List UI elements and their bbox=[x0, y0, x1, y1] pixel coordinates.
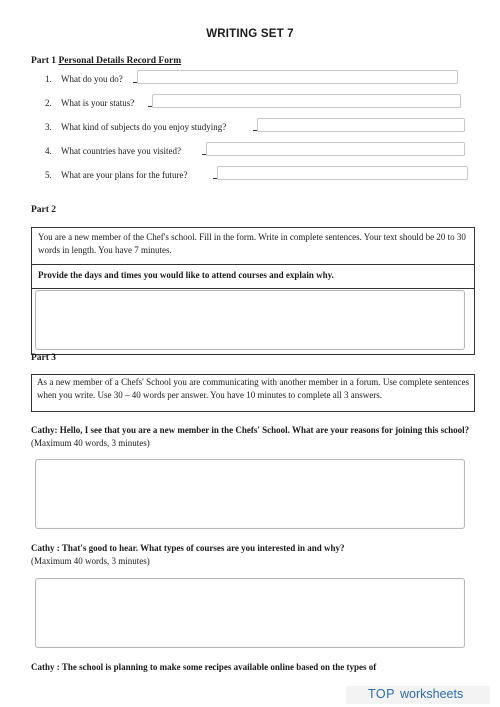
cathy-question-3-text: Cathy : The school is planning to make some recipes available online based on the types of bbox=[31, 662, 377, 672]
topworksheets-logo bbox=[346, 686, 490, 704]
cathy-question-3 bbox=[31, 661, 475, 674]
part1-heading bbox=[31, 56, 181, 66]
answer-input-2[interactable] bbox=[152, 94, 461, 108]
question-text: What is your status? bbox=[61, 98, 135, 108]
part3-answer-box-2[interactable] bbox=[35, 578, 465, 648]
question-row-5 bbox=[45, 166, 475, 182]
cathy-question-1 bbox=[31, 424, 475, 449]
question-text: What are your plans for the future? bbox=[61, 170, 188, 180]
part3-answer-box-1[interactable] bbox=[35, 459, 465, 529]
cathy-question-1-text: Cathy: Hello, I see that you are a new member in the Chefs' School. What are your reasons for joining this school? bbox=[31, 425, 470, 435]
cathy-question-2-text: Cathy : That's good to hear. What types of courses are you interested in and why? bbox=[31, 543, 345, 553]
question-number: 1. bbox=[45, 74, 52, 84]
answer-input-3[interactable] bbox=[257, 118, 465, 132]
question-text: What countries have you visited? bbox=[61, 146, 181, 156]
question-row-4 bbox=[45, 142, 475, 158]
part1-form-title: Personal Details Record Form bbox=[58, 56, 182, 66]
question-number: 5. bbox=[45, 170, 52, 180]
answer-input-4[interactable] bbox=[206, 142, 465, 156]
question-number: 4. bbox=[45, 146, 52, 156]
question-number: 3. bbox=[45, 122, 52, 132]
part1-label: Part 1 bbox=[31, 56, 57, 66]
part2-answer-box[interactable] bbox=[35, 290, 465, 350]
question-row-1 bbox=[45, 70, 475, 86]
logo-worksheets: worksheets bbox=[400, 687, 464, 701]
answer-input-1[interactable] bbox=[137, 70, 458, 84]
logo-top: TOP bbox=[368, 687, 395, 701]
answer-input-5[interactable] bbox=[217, 166, 468, 180]
question-text: What do you do? bbox=[61, 74, 123, 84]
part2-task: Provide the days and times you would like to attend courses and explain why. bbox=[38, 270, 334, 280]
question-text: What kind of subjects do you enjoy studying? bbox=[61, 122, 227, 132]
part3-instructions-box bbox=[31, 374, 475, 412]
cathy-question-2 bbox=[31, 542, 475, 567]
question-row-2 bbox=[45, 94, 475, 110]
cathy-question-2-note: (Maximum 40 words, 3 minutes) bbox=[31, 555, 150, 566]
question-row-3 bbox=[45, 118, 475, 134]
cathy-question-1-note: (Maximum 40 words, 3 minutes) bbox=[31, 437, 150, 448]
part2-heading: Part 2 bbox=[31, 205, 57, 215]
part2-instructions: You are a new member of the Chef's school. Fill in the form. Write in complete sentences. Your text should be 20 to 30 words in length. You have 7 minutes. bbox=[38, 232, 466, 255]
part3-heading: Part 3 bbox=[31, 353, 57, 363]
question-number: 2. bbox=[45, 98, 52, 108]
part3-instructions: As a new member of a Chefs' School you are communicating with another member in a forum. Use complete sentences when you write. Use 30 – 40 words per answer. You have 10 minutes to complete all 3 answers. bbox=[37, 377, 469, 400]
page-title: WRITING SET 7 bbox=[206, 28, 294, 40]
